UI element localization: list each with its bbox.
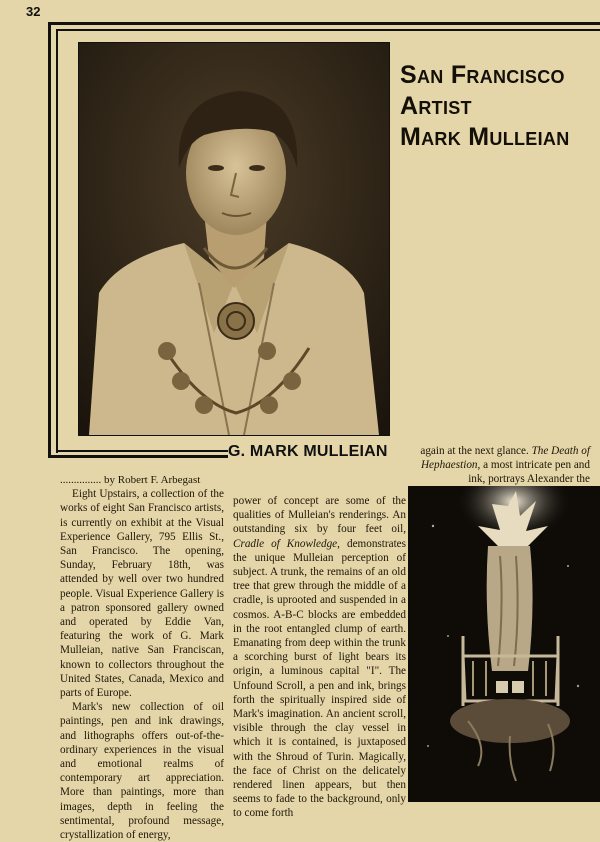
- column-3-text-a: again at the next glance.: [420, 445, 532, 457]
- headline-line-1: San Francisco: [400, 61, 565, 89]
- headline-line-2: Artist: [400, 92, 472, 120]
- page-number: 32: [26, 4, 41, 19]
- column-1-paragraph-2: Mark's new collection of oil paintings, pen and ink drawings, and lithographs offers out-of-the-ordinary experiences in the visual and emotional realms of contemporary art appreciation. More than paintings, more than images, depth in feeling the sentimental, profound message, crystallization of energy,: [60, 701, 224, 842]
- death-of-hephaestion-title: The Death of Hephaestion: [420, 445, 590, 472]
- byline: ............... by Robert F. Arbegast: [60, 474, 201, 486]
- column-2-text-a: power of concept are some of the qualities of Mulleian's renderings. An outstanding six by four feet oil,: [233, 495, 406, 536]
- article-headline: [400, 60, 590, 153]
- headline-line-3: Mark Mulleian: [400, 123, 570, 151]
- frame-rule-top: [48, 22, 600, 25]
- frame-rule-top-inner: [56, 29, 600, 31]
- frame-rule-bottom: [48, 455, 228, 458]
- frame-rule-left: [48, 22, 51, 458]
- article-column-2: [233, 494, 406, 821]
- frame-rule-left-inner: [56, 29, 58, 453]
- column-1-paragraph-1: Eight Upstairs, a collection of the works of eight San Francisco artists, is currently on exhibit at the Visual Experience Gallery, 795 Ellis St., San Francisco. The opening, Sunday, February 18th, was attended by well over two hundred people. Visual Experience Gallery is a patron sponsored gallery owned and operated by Eddie Van, featuring the work of G. Mark Mulleian, native San Franciscan, known to collectors throughout the United States, Canada, Mexico and parts of Europe.: [60, 488, 224, 700]
- column-3-paragraph: [410, 444, 590, 487]
- column-3-text-b: , a most intricate pen and ink, portrays Alexander the: [468, 459, 590, 486]
- portrait-photo: [78, 42, 390, 436]
- column-2-text-b: , demonstrates the unique Mulleian perception of subject. A trunk, the remains of an old tree that grew through the middle of a cradle, is uprooted and suspended in a cosmos. A-B-C blocks are embedded in the root entangled clump of earth. Emanating from deep within the trunk a scorching burst of light bears its origin, a luminous capital "I". The Unfound Scroll, a pen and ink, brings forth the spiritually inspired side of Mark's imagination. An ancient scroll, visible through the clay vessel in which it is contained, is juxtaposed with the Shroud of Turin. Magically, the face of Christ on the delicately rendered linen appears, but then seems to fade to the background, only to come forth: [233, 537, 406, 820]
- artwork-photo: [408, 486, 600, 802]
- article-column-3: [410, 444, 590, 487]
- column-2-paragraph: [233, 494, 406, 821]
- frame-rule-bottom-inner: [56, 450, 228, 452]
- article-column-1: [60, 473, 224, 842]
- photo-caption: G. MARK MULLEIAN: [228, 443, 388, 460]
- cradle-of-knowledge-title: Cradle of Knowledge: [233, 537, 338, 550]
